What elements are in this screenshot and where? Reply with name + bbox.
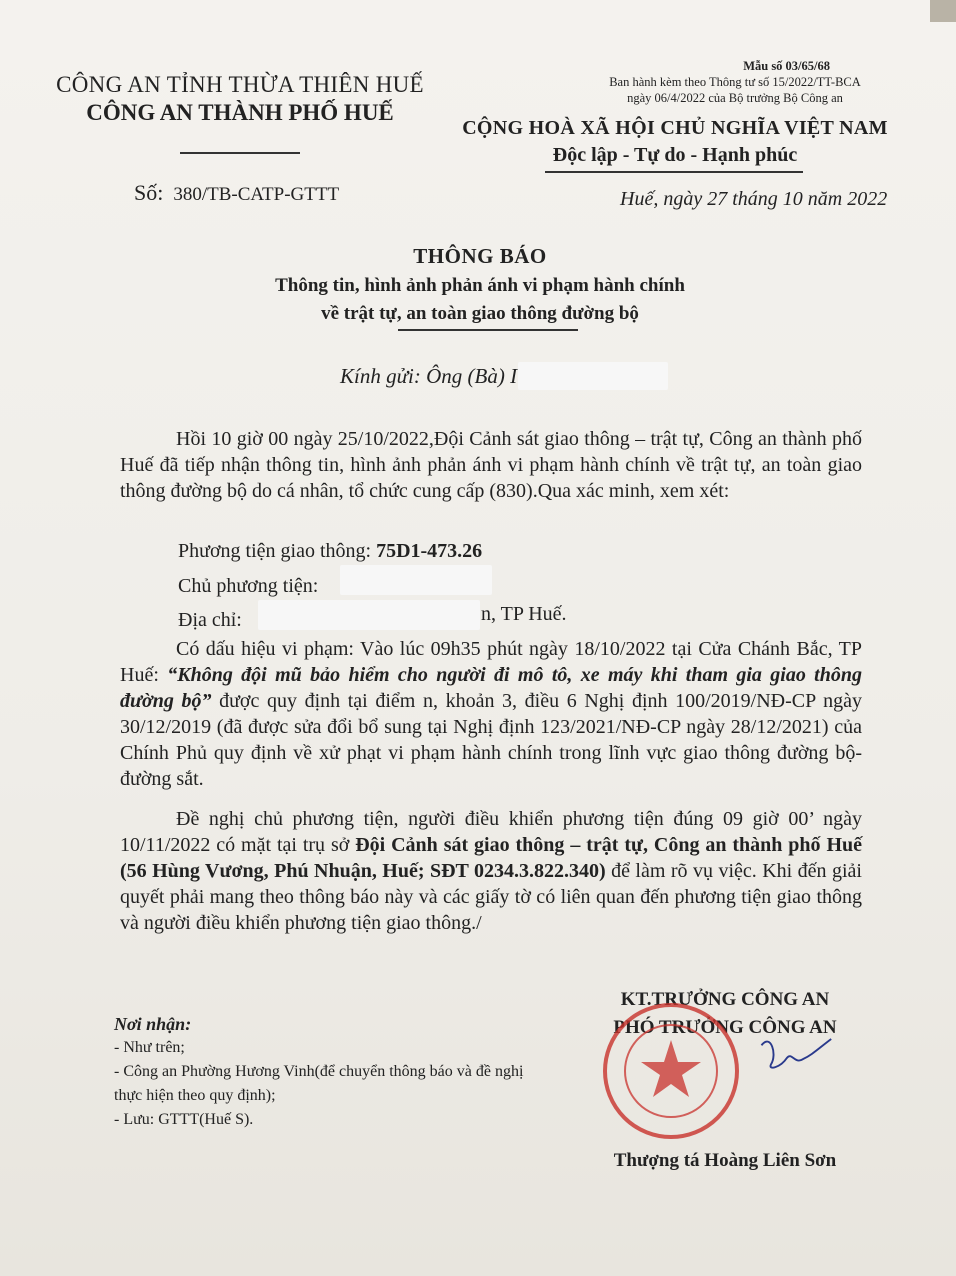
redaction-box bbox=[258, 600, 480, 630]
title-sub2: về trật tự, an toàn giao thông đường bộ bbox=[321, 303, 639, 324]
redaction-box bbox=[518, 362, 668, 390]
document-number bbox=[134, 180, 339, 206]
address-label: Địa chỉ: bbox=[178, 609, 242, 631]
owner-label: Chủ phương tiện: bbox=[178, 575, 319, 597]
title-sub1: Thông tin, hình ảnh phản ánh vi phạm hành chính bbox=[275, 275, 685, 296]
nation-name: CỘNG HOÀ XÃ HỘI CHỦ NGHĨA VIỆT NAM bbox=[462, 117, 888, 139]
nation-motto: Độc lập - Tự do - Hạnh phúc bbox=[552, 144, 798, 166]
signature-scribble bbox=[720, 1020, 860, 1110]
address-tail: n, TP Huế. bbox=[481, 603, 567, 625]
owner-field bbox=[178, 575, 318, 598]
form-code-line1: Ban hành kèm theo Thông tư số 15/2022/TT-BCA bbox=[609, 75, 861, 89]
request-rest: để làm rõ vụ việc. Khi đến giải quyết phải mang theo thông báo này và các giấy tờ có liên quan đến phương tiện giao thông và người điều khiển phương tiện giao thông./ bbox=[120, 860, 862, 934]
number-label: Số: bbox=[134, 180, 164, 205]
number-value: 380/TB-CATP-GTTT bbox=[173, 184, 340, 205]
agency-header bbox=[40, 72, 440, 126]
form-code: Mẫu số 03/65/68 bbox=[743, 59, 830, 73]
recipients-block bbox=[114, 1012, 534, 1132]
signature-role1: KT.TRƯỞNG CÔNG AN bbox=[620, 989, 830, 1010]
recipient-item: - Công an Phường Hương Vinh(để chuyển thông báo và đề nghị thực hiện theo quy định); bbox=[114, 1063, 524, 1104]
paragraph-request bbox=[120, 806, 862, 936]
vehicle-plate: 75D1-473.26 bbox=[376, 540, 483, 562]
recipients-heading: Nơi nhận: bbox=[114, 1014, 192, 1034]
vehicle-label: Phương tiện giao thông: bbox=[178, 540, 377, 562]
paragraph-intro bbox=[120, 426, 862, 504]
vehicle-field bbox=[178, 540, 482, 563]
nation-header bbox=[440, 117, 910, 167]
agency-parent: CÔNG AN TỈNH THỪA THIÊN HUẾ bbox=[56, 72, 424, 97]
form-code-line2: ngày 06/4/2022 của Bộ trưởng Bộ Công an bbox=[627, 91, 843, 105]
redaction-box bbox=[340, 565, 492, 595]
title-main: THÔNG BÁO bbox=[413, 244, 547, 268]
paragraph-violation bbox=[120, 636, 862, 792]
notice-title bbox=[160, 244, 800, 325]
title-underline bbox=[398, 329, 578, 331]
agency-underline bbox=[180, 152, 300, 154]
address-field bbox=[178, 609, 242, 632]
request-intro: Đề nghị chủ phương tiện, người điều khiển phương tiện đúng 09 giờ 00’ ngày 10/11/2022 có mặt tại trụ sở bbox=[120, 808, 862, 856]
signer-name: Thượng tá Hoàng Liên Sơn bbox=[613, 1150, 837, 1171]
form-code-block bbox=[520, 58, 950, 106]
recipient-item: - Lưu: GTTT(Huế S). bbox=[114, 1111, 254, 1128]
recipient-item: - Như trên; bbox=[114, 1039, 185, 1056]
motto-underline bbox=[545, 171, 803, 173]
violation-quote: “Không đội mũ bảo hiểm cho người đi mô tô, xe máy khi tham gia giao thông đường bộ” bbox=[120, 664, 862, 712]
date-line: Huế, ngày 27 tháng 10 năm 2022 bbox=[620, 188, 888, 210]
addressee: Kính gửi: Ông (Bà) I bbox=[340, 364, 518, 388]
agency-name: CÔNG AN THÀNH PHỐ HUẾ bbox=[86, 100, 394, 125]
paragraph-intro-text: Hồi 10 giờ 00 ngày 25/10/2022,Đội Cảnh sát giao thông – trật tự, Công an thành phố Huế đã tiếp nhận thông tin, hình ảnh phản ánh vi phạm hành chính về trật tự, an toàn giao thông đường bộ do cá nhân, tổ chức cung cấp (830).Qua xác minh, xem xét: bbox=[120, 428, 862, 502]
violation-intro: Có dấu hiệu vi phạm: Vào lúc 09h35 phút ngày 18/10/2022 tại Cửa Chánh Bắc, TP Huế: bbox=[120, 638, 862, 686]
corner-stain bbox=[930, 0, 956, 22]
request-place: Đội Cảnh sát giao thông – trật tự, Công an thành phố Huế (56 Hùng Vương, Phú Nhuận, Huế; SĐT 0234.3.822.340) bbox=[120, 834, 862, 882]
signature-role2: PHÓ TRƯỞNG CÔNG AN bbox=[613, 1017, 837, 1038]
violation-rest: được quy định tại điểm n, khoản 3, điều 6 Nghị định 100/2019/NĐ-CP ngày 30/12/2019 (đã được sửa đổi bổ sung tại Nghị định 123/2021/NĐ-CP ngày 28/12/2021) của Chính Phủ quy định về xử phạt vi phạm hành chính trong lĩnh vực giao thông đường bộ-đường sắt. bbox=[120, 690, 862, 790]
